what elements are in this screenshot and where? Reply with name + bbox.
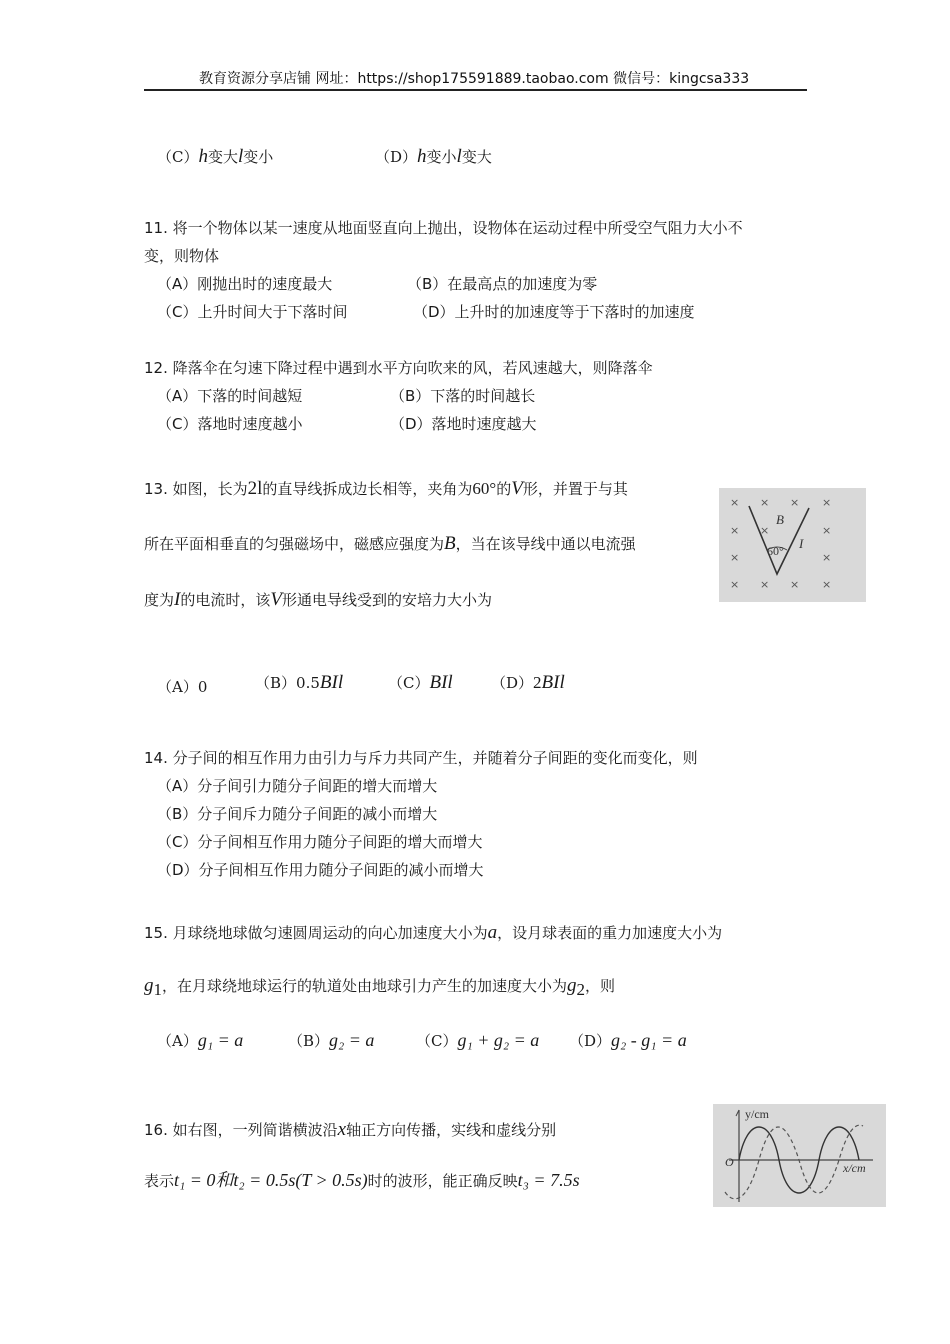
q12-option-d: （D）落地时速度越大	[390, 415, 537, 433]
field-cross: ×	[730, 551, 740, 564]
v-wire-diagram	[719, 488, 866, 602]
q14-option-c: （C）分子间相互作用力随分子间距的增大而增大	[157, 833, 483, 851]
field-cross: ×	[822, 578, 832, 591]
field-cross: ×	[790, 496, 800, 509]
q13-stem-line3: 度为I的电流时，该V形通电导线受到的安培力大小为	[144, 589, 492, 610]
q15-option-b: （B）g₂ = a	[288, 1030, 375, 1050]
page-header: 教育资源分享店铺 网址：https://shop175591889.taobao.com 微信号：kingcsa333	[199, 71, 750, 87]
field-cross: ×	[760, 524, 770, 537]
origin-label: O	[725, 1155, 734, 1169]
q13-magnetic-field-figure	[719, 488, 866, 602]
q11-stem-line1: 11. 将一个物体以某一速度从地面竖直向上抛出，设物体在运动过程中所受空气阻力大小不	[144, 219, 743, 237]
q15-option-a: （A）g₁ = a	[157, 1030, 244, 1050]
q13-option-d: （D）2BIl	[491, 672, 565, 693]
q13-stem-line1: 13. 如图，长为2l的直导线拆成边长相等，夹角为60°的V形，并置于与其	[144, 478, 628, 499]
field-cross: ×	[730, 524, 740, 537]
q12-option-a: （A）下落的时间越短	[157, 387, 303, 405]
field-cross: ×	[760, 578, 770, 591]
b-field-label: B	[776, 512, 784, 527]
q11-stem-line2: 变，则物体	[144, 247, 220, 265]
q13-option-c: （C）BIl	[388, 672, 453, 693]
field-cross: ×	[730, 578, 740, 591]
q15-stem-line2: $g_1$，在月球绕地球运行的轨道处由地球引力产生的加速度大小为$g_2$，则	[144, 975, 616, 999]
field-cross: ×	[822, 551, 832, 564]
q10-option-c: （C）h变大l变小	[157, 146, 274, 167]
y-axis-label: y/cm	[745, 1107, 769, 1121]
wave-graph	[713, 1104, 886, 1207]
current-label: I	[799, 536, 804, 551]
field-cross: ×	[822, 524, 832, 537]
q16-stem-line2: 表示t₁ = 0和t₂ = 0.5s(T > 0.5s)时的波形，能正确反映t₃ = 7.5s	[144, 1170, 580, 1190]
q11-option-d: （D）上升时的加速度等于下落时的加速度	[413, 303, 695, 321]
field-cross: ×	[822, 496, 832, 509]
q12-option-b: （B）下落的时间越长	[390, 387, 536, 405]
x-axis-label: x/cm	[843, 1161, 866, 1175]
field-cross: ×	[790, 578, 800, 591]
q12-option-c: （C）落地时速度越小	[157, 415, 303, 433]
q13-option-a: （A）0	[157, 678, 208, 696]
q12-stem: 12. 降落伞在匀速下降过程中遇到水平方向吹来的风，若风速越大，则降落伞	[144, 359, 653, 377]
q11-option-b: （B）在最高点的加速度为零	[407, 275, 598, 293]
q14-option-d: （D）分子间相互作用力随分子间距的减小而增大	[157, 861, 484, 879]
q11-option-c: （C）上升时间大于下落时间	[157, 303, 348, 321]
q15-option-d: （D）g₂ - g₁ = a	[569, 1030, 687, 1050]
q14-stem: 14. 分子间的相互作用力由引力与斥力共同产生，并随着分子间距的变化而变化，则	[144, 749, 698, 767]
q13-stem-line2: 所在平面相垂直的匀强磁场中，磁感应强度为B，当在该导线中通以电流强	[144, 533, 636, 554]
q16-wave-figure	[713, 1104, 886, 1207]
q16-stem-line1: 16. 如右图，一列简谐横波沿x轴正方向传播，实线和虚线分别	[144, 1119, 557, 1140]
q11-option-a: （A）刚抛出时的速度最大	[157, 275, 333, 293]
angle-label: 60°	[767, 544, 784, 558]
q15-option-c: （C）g₁ + g₂ = a	[416, 1030, 540, 1050]
q14-option-a: （A）分子间引力随分子间距的增大而增大	[157, 777, 438, 795]
header-divider	[144, 89, 807, 91]
q15-stem-line1: 15. 月球绕地球做匀速圆周运动的向心加速度大小为a，设月球表面的重力加速度大小为	[144, 922, 723, 943]
q13-option-b: （B）0.5BIl	[255, 672, 344, 693]
q14-option-b: （B）分子间斥力随分子间距的减小而增大	[157, 805, 438, 823]
q10-option-d: （D）h变小l变大	[375, 146, 492, 167]
field-cross: ×	[760, 496, 770, 509]
field-cross: ×	[730, 496, 740, 509]
